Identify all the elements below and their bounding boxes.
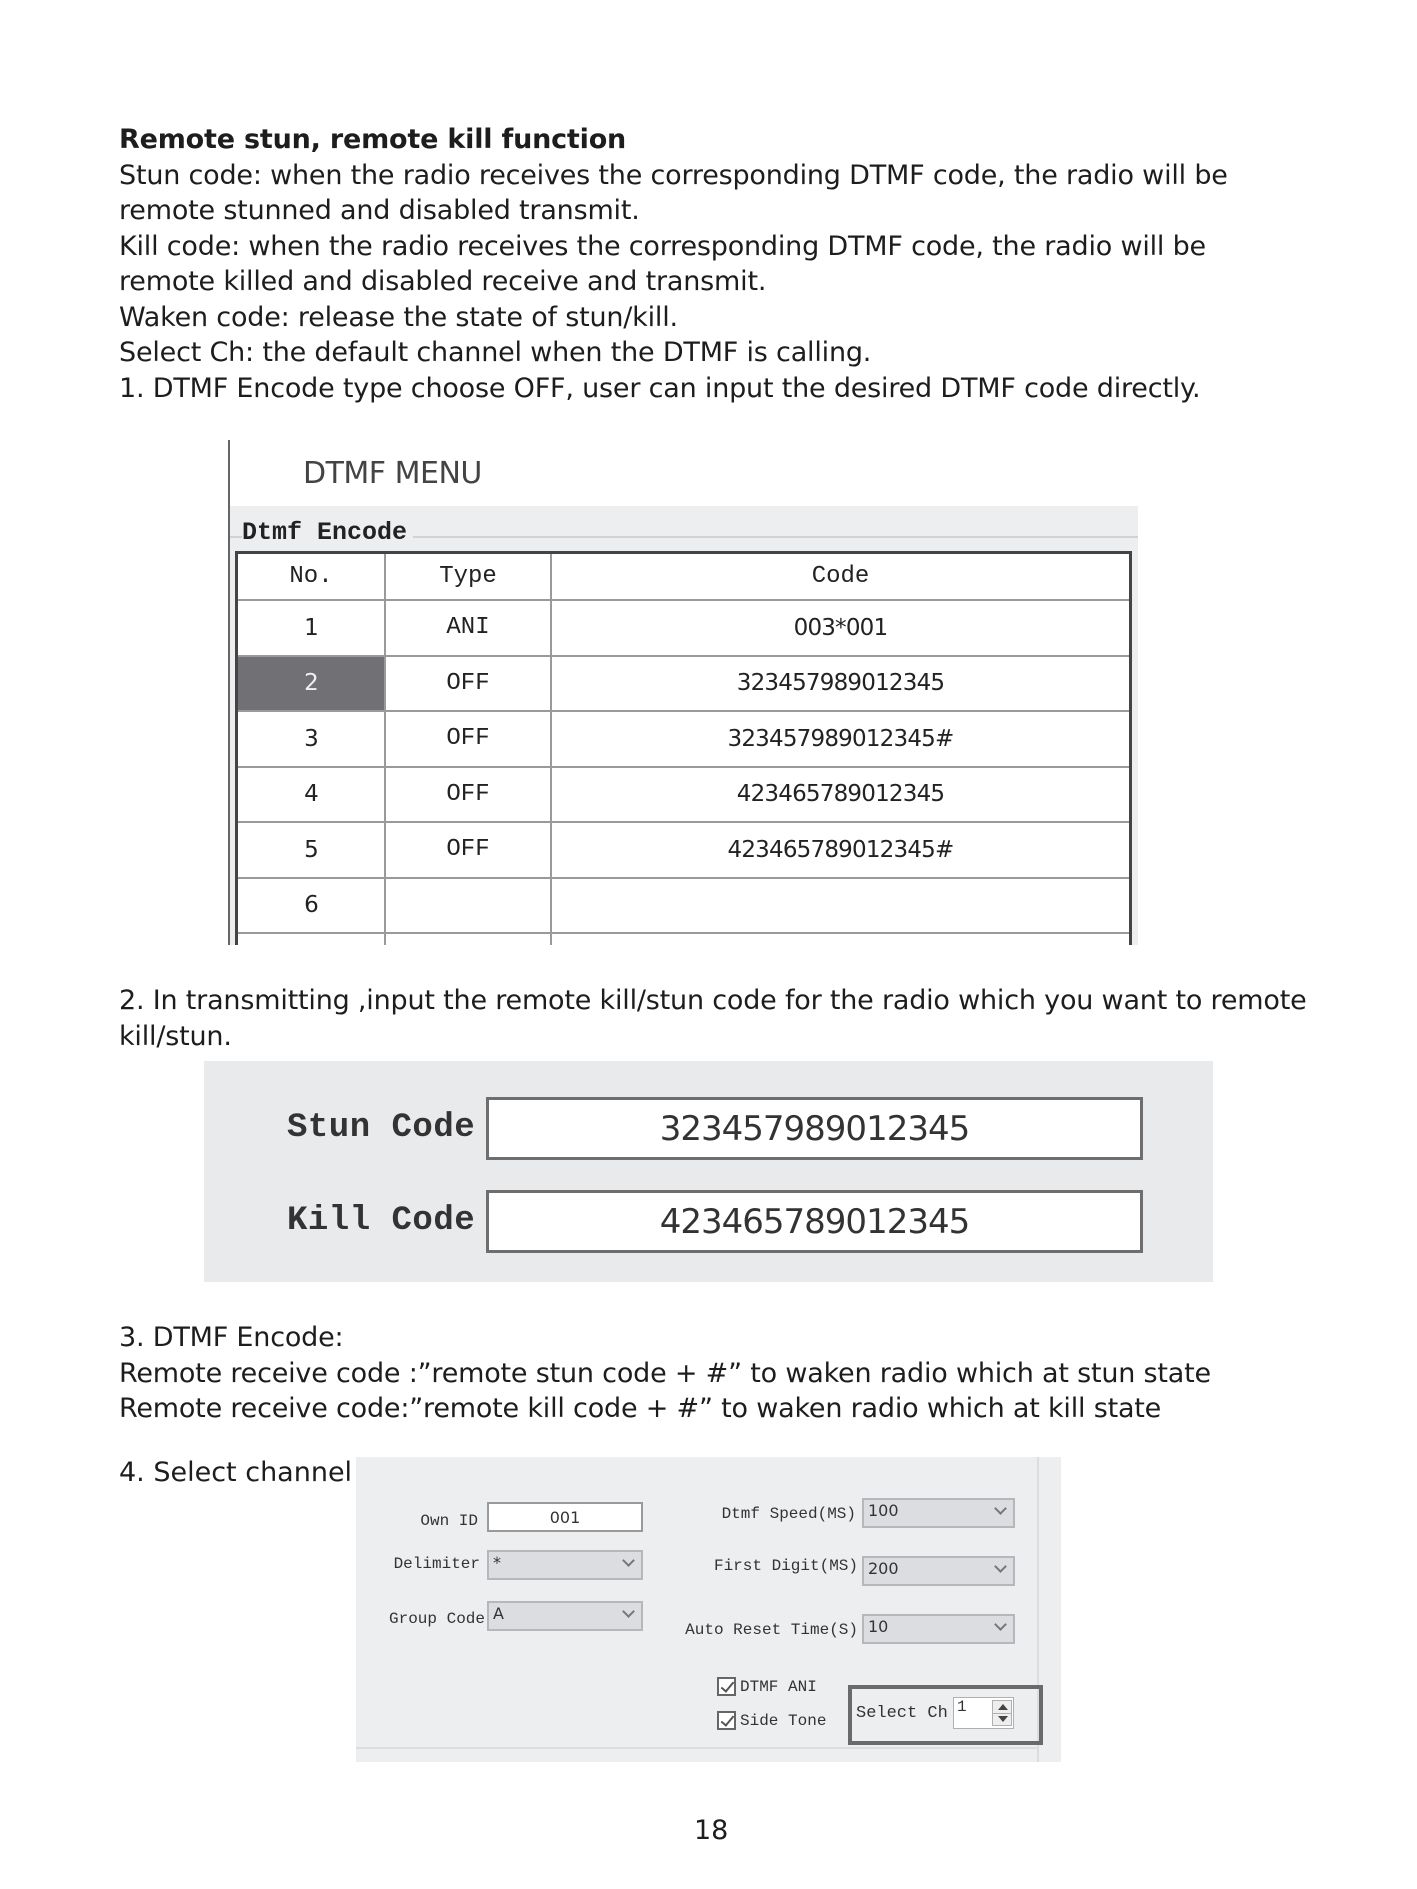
intro-line: Select Ch: the default channel when the DTMF is calling. (119, 337, 872, 368)
delimiter-value: * (493, 1553, 501, 1572)
spinner-up-arrow-icon[interactable] (998, 1704, 1008, 1710)
table-header-row (238, 554, 1129, 600)
step3-line: Remote receive code :”remote stun code + #” to waken radio which at stun state (119, 1357, 1211, 1389)
table-row[interactable] (238, 711, 1129, 767)
checkbox-checked-icon[interactable] (717, 1711, 736, 1730)
dtmf-speed-select[interactable] (862, 1498, 1015, 1528)
checkbox-checked-icon[interactable] (717, 1677, 736, 1696)
intro-line: remote stunned and disabled transmit. (119, 195, 640, 226)
chevron-down-icon (622, 1554, 635, 1567)
table-row-selected[interactable] (238, 656, 1129, 712)
cell-no[interactable]: 1 (238, 600, 385, 656)
step2-section (119, 983, 1329, 1054)
step4-label: 4. Select channel (119, 1457, 353, 1488)
dtmf-speed-label: Dtmf Speed(MS) (721, 1505, 856, 1523)
table-row[interactable] (238, 933, 1129, 945)
intro-section (119, 122, 1228, 406)
table-row[interactable] (238, 767, 1129, 823)
intro-line: Kill code: when the radio receives the corresponding DTMF code, the radio will be (119, 230, 1206, 262)
first-digit-value: 200 (868, 1559, 899, 1578)
auto-reset-select[interactable] (862, 1614, 1015, 1644)
kill-code-value: 423465789012345 (659, 1201, 970, 1242)
stun-code-value: 323457989012345 (659, 1108, 970, 1149)
auto-reset-value: 10 (868, 1617, 889, 1636)
auto-reset-label: Auto Reset Time(S) (685, 1621, 858, 1639)
cell-code[interactable]: 323457989012345# (551, 711, 1129, 767)
dtmf-menu-screenshot (228, 440, 1140, 945)
select-ch-label: Select Ch (856, 1704, 948, 1723)
cell-no[interactable]: 4 (238, 767, 385, 823)
column-header-no: No. (238, 554, 385, 600)
intro-line: remote killed and disabled receive and transmit. (119, 266, 767, 297)
step3-section (119, 1320, 1211, 1427)
cell-code[interactable]: 003*001 (551, 600, 1129, 656)
stun-code-field[interactable] (486, 1097, 1143, 1160)
stun-kill-panel (204, 1061, 1213, 1282)
group-code-label: Group Code (388, 1610, 485, 1628)
cell-type[interactable]: OFF (385, 767, 551, 823)
chevron-down-icon (994, 1502, 1007, 1515)
select-ch-value[interactable]: 1 (957, 1698, 967, 1716)
dtmf-speed-value: 100 (868, 1501, 899, 1520)
delimiter-label: Delimiter (393, 1555, 480, 1573)
cell-code[interactable]: 423465789012345 (551, 767, 1129, 823)
select-ch-spinner[interactable] (953, 1697, 1014, 1729)
own-id-value: 001 (549, 1507, 581, 1527)
dtmf-settings-panel (356, 1457, 1061, 1762)
page-number: 18 (694, 1815, 729, 1846)
kill-code-label: Kill Code (287, 1202, 476, 1240)
delimiter-select[interactable] (487, 1550, 643, 1580)
dtmf-encode-table (235, 551, 1132, 945)
divider (356, 1747, 1037, 1749)
cell-code[interactable] (551, 933, 1129, 945)
intro-line: Waken code: release the state of stun/kill. (119, 301, 678, 333)
first-digit-select[interactable] (862, 1556, 1015, 1586)
own-id-label: Own ID (420, 1512, 478, 1530)
dtmf-encode-group-label: Dtmf Encode (242, 518, 413, 547)
step3-heading: 3. DTMF Encode: (119, 1322, 344, 1353)
table-row[interactable] (238, 822, 1129, 878)
cell-code[interactable] (551, 878, 1129, 934)
section-heading: Remote stun, remote kill function (119, 124, 627, 155)
cell-no-selected[interactable]: 2 (238, 656, 385, 712)
cell-type[interactable]: ANI (385, 600, 551, 656)
cell-type[interactable]: OFF (385, 822, 551, 878)
dtmf-menu-title: DTMF MENU (303, 456, 482, 491)
side-tone-label: Side Tone (740, 1711, 827, 1730)
dtmf-ani-label: DTMF ANI (740, 1677, 817, 1696)
own-id-field[interactable] (487, 1502, 643, 1532)
column-header-code: Code (551, 554, 1129, 600)
spinner-buttons[interactable] (992, 1700, 1012, 1726)
chevron-down-icon (994, 1618, 1007, 1631)
cell-code[interactable]: 423465789012345# (551, 822, 1129, 878)
cell-no[interactable]: 3 (238, 711, 385, 767)
table-row[interactable] (238, 878, 1129, 934)
stun-code-label: Stun Code (287, 1109, 476, 1147)
group-code-value: A (493, 1604, 504, 1623)
cell-type[interactable]: OFF (385, 711, 551, 767)
cell-no[interactable] (238, 933, 385, 945)
dtmf-ani-checkbox[interactable] (717, 1677, 817, 1696)
cell-no[interactable]: 6 (238, 878, 385, 934)
column-header-type: Type (385, 554, 551, 600)
cell-no[interactable]: 5 (238, 822, 385, 878)
chevron-down-icon (622, 1605, 635, 1618)
intro-line: Stun code: when the radio receives the corresponding DTMF code, the radio will be (119, 159, 1228, 191)
cell-code[interactable]: 323457989012345 (551, 656, 1129, 712)
kill-code-field[interactable] (486, 1190, 1143, 1253)
side-tone-checkbox[interactable] (717, 1711, 826, 1730)
table-row[interactable] (238, 600, 1129, 656)
chevron-down-icon (994, 1560, 1007, 1573)
select-ch-highlight (848, 1685, 1043, 1745)
cell-type[interactable] (385, 878, 551, 934)
step1-line: 1. DTMF Encode type choose OFF, user can input the desired DTMF code directly. (119, 372, 1201, 404)
first-digit-label: First Digit(MS) (713, 1557, 858, 1575)
step3-line: Remote receive code:”remote kill code + #” to waken radio which at kill state (119, 1393, 1162, 1424)
cell-type[interactable]: OFF (385, 656, 551, 712)
step2-text: 2. In transmitting ,input the remote kill/stun code for the radio which you want to remote kill/stun. (119, 985, 1307, 1052)
divider (993, 1713, 1011, 1714)
cell-type[interactable] (385, 933, 551, 945)
spinner-down-arrow-icon[interactable] (998, 1716, 1008, 1722)
